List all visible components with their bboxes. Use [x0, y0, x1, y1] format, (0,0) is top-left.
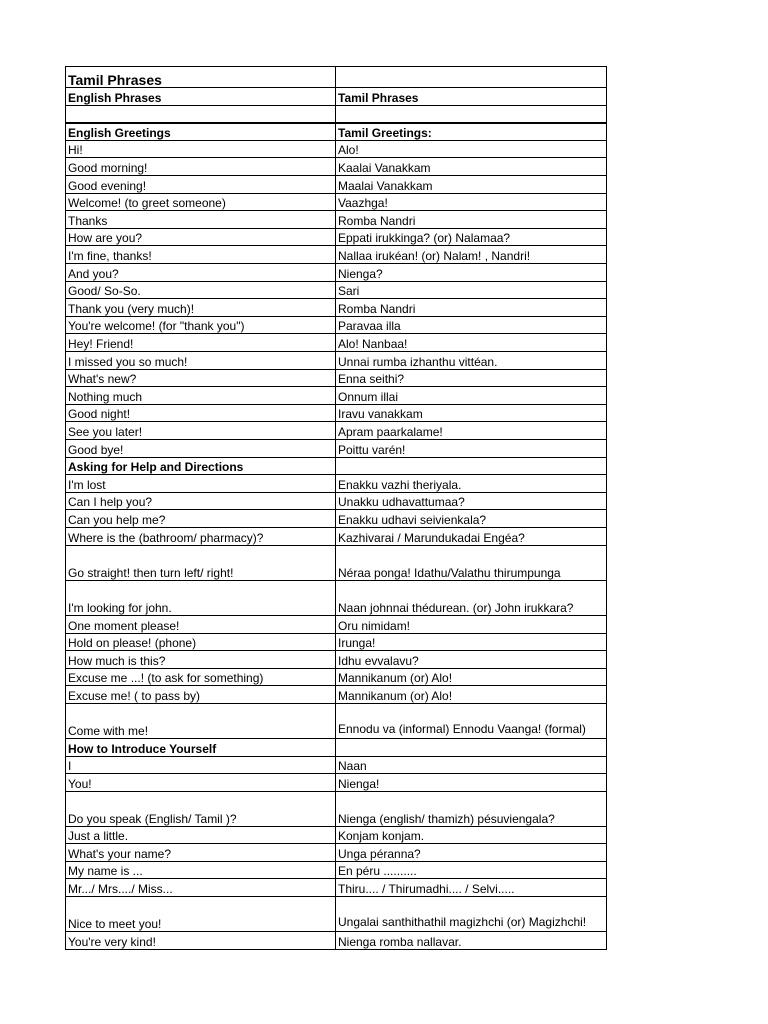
- tamil-phrase-cell: Kazhivarai / Marundukadai Engéa?: [336, 528, 607, 546]
- tamil-phrase-cell: Nallaa irukéan! (or) Nalam! , Nandri!: [336, 246, 607, 264]
- english-phrase-cell: I missed you so much!: [66, 352, 336, 370]
- table-title: Tamil Phrases: [66, 67, 336, 88]
- tamil-phrase-cell: Alo!: [336, 141, 607, 158]
- tamil-phrase-cell: Tamil Greetings:: [336, 123, 607, 141]
- table-row: [66, 106, 607, 123]
- english-phrase-cell: You're very kind!: [66, 932, 336, 950]
- table-row: [66, 176, 607, 194]
- table-row: [66, 528, 607, 546]
- table-row: [66, 932, 607, 950]
- table-row: [66, 387, 607, 405]
- tamil-phrase-cell: Nienga romba nallavar.: [336, 932, 607, 950]
- table-row: [66, 581, 607, 616]
- table-row: [66, 651, 607, 669]
- table-row: [66, 792, 607, 827]
- tamil-phrase-cell: Nienga (english/ thamizh) pésuviengala?: [336, 792, 607, 827]
- table-row: [66, 475, 607, 493]
- english-phrase-cell: What's your name?: [66, 844, 336, 862]
- table-row: [66, 827, 607, 844]
- tamil-phrase-cell: Eppati irukkinga? (or) Nalamaa?: [336, 229, 607, 246]
- tamil-phrase-cell: Unakku udhavattumaa?: [336, 493, 607, 510]
- table-row: [66, 879, 607, 897]
- tamil-phrase-cell: Alo! Nanbaa!: [336, 334, 607, 352]
- english-phrase-cell: Thanks: [66, 211, 336, 229]
- tamil-phrase-cell: Néraa ponga! Idathu/Valathu thirumpunga: [336, 546, 607, 581]
- english-phrase-cell: Come with me!: [66, 704, 336, 739]
- english-phrase-cell: You're welcome! (for "thank you"): [66, 317, 336, 334]
- english-phrase-cell: Mr.../ Mrs..../ Miss...: [66, 879, 336, 897]
- english-phrase-cell: Good bye!: [66, 440, 336, 458]
- table-row: [66, 757, 607, 774]
- english-phrase-cell: Hold on please! (phone): [66, 634, 336, 651]
- tamil-phrase-cell: Enakku vazhi theriyala.: [336, 475, 607, 493]
- table-row: [66, 194, 607, 211]
- tamil-phrase-cell: Kaalai Vanakkam: [336, 158, 607, 176]
- english-phrase-cell: How to Introduce Yourself: [66, 739, 336, 757]
- english-phrase-cell: Welcome! (to greet someone): [66, 194, 336, 211]
- english-phrase-cell: I'm lost: [66, 475, 336, 493]
- table-row: [66, 774, 607, 792]
- english-phrase-cell: Thank you (very much)!: [66, 299, 336, 317]
- tamil-phrase-cell: Ungalai santhithathil magizhchi (or) Magizhchi!: [336, 897, 607, 932]
- english-phrase-cell: Good evening!: [66, 176, 336, 194]
- english-phrase-cell: What's new?: [66, 370, 336, 387]
- tamil-phrase-cell: Romba Nandri: [336, 211, 607, 229]
- table-row: [66, 686, 607, 704]
- tamil-phrase-cell: Naan: [336, 757, 607, 774]
- english-phrase-cell: I: [66, 757, 336, 774]
- tamil-phrase-cell: Poittu varén!: [336, 440, 607, 458]
- table-row: [66, 862, 607, 879]
- title-row: [66, 67, 607, 88]
- english-phrase-cell: Good morning!: [66, 158, 336, 176]
- english-phrase-cell: Nice to meet you!: [66, 897, 336, 932]
- table-row: [66, 440, 607, 458]
- table-row: [66, 546, 607, 581]
- table-row: [66, 282, 607, 299]
- tamil-phrase-cell: Maalai Vanakkam: [336, 176, 607, 194]
- table-row: [66, 158, 607, 176]
- english-phrase-cell: Just a little.: [66, 827, 336, 844]
- table-row: [66, 458, 607, 475]
- tamil-phrase-cell: Nienga?: [336, 264, 607, 282]
- tamil-phrase-cell: Thiru.... / Thirumadhi.... / Selvi.....: [336, 879, 607, 897]
- english-phrase-cell: English Greetings: [66, 123, 336, 141]
- tamil-phrase-cell: Iravu vanakkam: [336, 405, 607, 422]
- table-row: [66, 141, 607, 158]
- english-phrase-cell: You!: [66, 774, 336, 792]
- table-row: [66, 669, 607, 686]
- tamil-phrase-cell: Ennodu va (informal) Ennodu Vaanga! (formal): [336, 704, 607, 739]
- table-row: [66, 704, 607, 739]
- english-phrase-cell: Excuse me! ( to pass by): [66, 686, 336, 704]
- english-phrase-cell: Where is the (bathroom/ pharmacy)?: [66, 528, 336, 546]
- tamil-phrase-cell: [336, 739, 607, 757]
- english-phrase-cell: Nothing much: [66, 387, 336, 405]
- table-row: [66, 123, 607, 141]
- english-phrase-cell: Go straight! then turn left/ right!: [66, 546, 336, 581]
- table-row: [66, 370, 607, 387]
- english-phrase-cell: Good night!: [66, 405, 336, 422]
- tamil-phrase-cell: Sari: [336, 282, 607, 299]
- table-row: [66, 422, 607, 440]
- table-row: [66, 317, 607, 334]
- table-row: [66, 229, 607, 246]
- table-row: [66, 897, 607, 932]
- tamil-phrase-cell: Irunga!: [336, 634, 607, 651]
- tamil-phrase-cell: Unga péranna?: [336, 844, 607, 862]
- tamil-phrase-cell: Naan johnnai thédurean. (or) John irukkara?: [336, 581, 607, 616]
- table-row: [66, 246, 607, 264]
- table-row: [66, 510, 607, 528]
- english-phrase-cell: Excuse me ...! (to ask for something): [66, 669, 336, 686]
- tamil-phrase-cell: [336, 106, 607, 123]
- english-phrase-cell: How are you?: [66, 229, 336, 246]
- table-row: [66, 299, 607, 317]
- english-phrase-cell: Can I help you?: [66, 493, 336, 510]
- tamil-phrase-cell: [336, 458, 607, 475]
- tamil-phrase-cell: Romba Nandri: [336, 299, 607, 317]
- table-row: [66, 493, 607, 510]
- table-row: [66, 211, 607, 229]
- english-phrase-cell: Good/ So-So.: [66, 282, 336, 299]
- english-phrase-cell: Can you help me?: [66, 510, 336, 528]
- title-empty-cell: [336, 67, 607, 88]
- tamil-phrase-cell: Vaazhga!: [336, 194, 607, 211]
- table-row: [66, 844, 607, 862]
- english-phrase-cell: I'm looking for john.: [66, 581, 336, 616]
- header-tamil: Tamil Phrases: [336, 88, 607, 106]
- english-phrase-cell: And you?: [66, 264, 336, 282]
- english-phrase-cell: I'm fine, thanks!: [66, 246, 336, 264]
- english-phrase-cell: How much is this?: [66, 651, 336, 669]
- tamil-phrase-cell: Paravaa illa: [336, 317, 607, 334]
- table-row: [66, 739, 607, 757]
- phrases-table: [65, 66, 607, 950]
- table-row: [66, 352, 607, 370]
- english-phrase-cell: Asking for Help and Directions: [66, 458, 336, 475]
- tamil-phrase-cell: Enakku udhavi seivienkala?: [336, 510, 607, 528]
- table-row: [66, 616, 607, 634]
- english-phrase-cell: Do you speak (English/ Tamil )?: [66, 792, 336, 827]
- tamil-phrase-cell: Unnai rumba izhanthu vittéan.: [336, 352, 607, 370]
- tamil-phrase-cell: Mannikanum (or) Alo!: [336, 669, 607, 686]
- table-row: [66, 264, 607, 282]
- tamil-phrase-cell: Enna seithi?: [336, 370, 607, 387]
- tamil-phrase-cell: Mannikanum (or) Alo!: [336, 686, 607, 704]
- english-phrase-cell: One moment please!: [66, 616, 336, 634]
- table-row: [66, 405, 607, 422]
- tamil-phrase-cell: Nienga!: [336, 774, 607, 792]
- header-row: [66, 88, 607, 106]
- english-phrase-cell: My name is ...: [66, 862, 336, 879]
- tamil-phrase-cell: En péru ..........: [336, 862, 607, 879]
- tamil-phrase-cell: Idhu evvalavu?: [336, 651, 607, 669]
- english-phrase-cell: Hey! Friend!: [66, 334, 336, 352]
- tamil-phrase-cell: Onnum illai: [336, 387, 607, 405]
- english-phrase-cell: Hi!: [66, 141, 336, 158]
- english-phrase-cell: [66, 106, 336, 123]
- tamil-phrase-cell: Konjam konjam.: [336, 827, 607, 844]
- tamil-phrase-cell: Apram paarkalame!: [336, 422, 607, 440]
- table-row: [66, 634, 607, 651]
- tamil-phrase-cell: Oru nimidam!: [336, 616, 607, 634]
- english-phrase-cell: See you later!: [66, 422, 336, 440]
- header-english: English Phrases: [66, 88, 336, 106]
- table-row: [66, 334, 607, 352]
